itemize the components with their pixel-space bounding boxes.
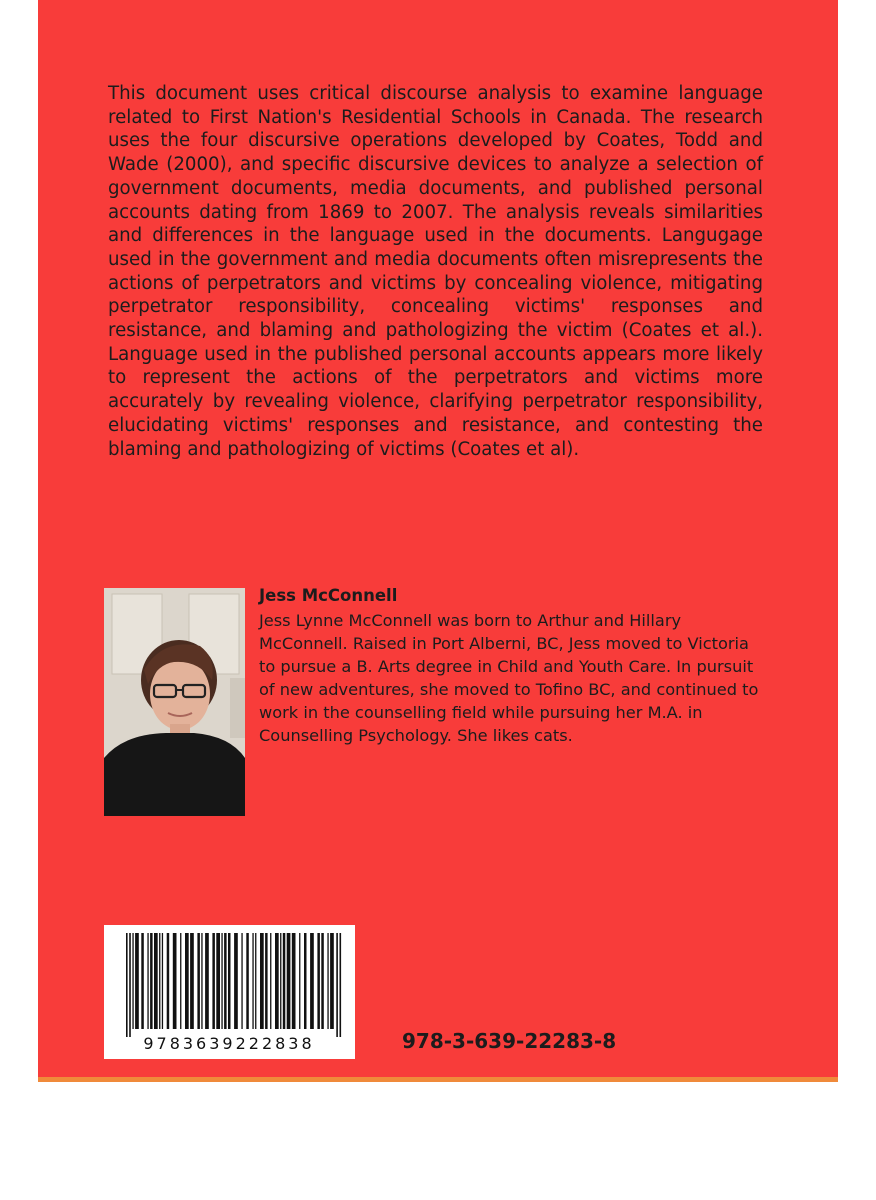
barcode-digits: 9783639222838 (143, 1034, 315, 1053)
barcode-bar (299, 933, 300, 1029)
barcode-bar (270, 933, 271, 1029)
barcode-bar (180, 933, 181, 1029)
barcode-bar (340, 933, 342, 1037)
barcode-bar (234, 933, 238, 1029)
barcode-bar (317, 933, 320, 1029)
barcode-bar (287, 933, 291, 1029)
barcode-bar (126, 933, 128, 1037)
barcode-bar (197, 933, 200, 1029)
barcode-bar (129, 933, 131, 1037)
barcode-bar (336, 933, 338, 1037)
barcode-bar (330, 933, 334, 1029)
barcode-bar (173, 933, 177, 1029)
author-bio: Jess Lynne McConnell was born to Arthur and Hillary McConnell. Raised in Port Alberni, BC, Jess moved to Victoria to pursue a B. Arts degree in Child and Youth Care. In pursuit of new adventures, she moved to Tofino BC, and continued to work in the counselling field while pursuing her M.A. in Counselling Psychology. She likes cats. (259, 611, 759, 745)
barcode-bar (275, 933, 279, 1029)
barcode-bar (327, 933, 328, 1029)
barcode-bar (283, 933, 286, 1029)
barcode-bar (280, 933, 281, 1029)
barcode-bar (167, 933, 170, 1029)
barcode-bar (154, 933, 158, 1029)
barcode-bar (190, 933, 194, 1029)
barcode-bar (246, 933, 249, 1029)
barcode-bar (162, 933, 163, 1029)
barcode-bar (241, 933, 242, 1029)
barcode-bar (304, 933, 307, 1029)
barcode-bar (252, 933, 253, 1029)
book-description: This document uses critical discourse analysis to examine language related to First Nation's Residential Schools in Canada. The research uses the four discursive operations developed by Coates, Todd and Wade (2000), and specific discursive devices to analyze a selection of government documents, media documents, and published personal accounts dating from 1869 to 2007. The analysis reveals similarities and differences in the language used in the documents. Langugage used in the government and media documents often misrepresents the actions of perpetrators and victims by concealing violence, mitigating perpetrator responsibility, concealing victims' responses and resistance, and blaming and pathologizing the victim (Coates et al.). Language used in the published personal accounts appears more likely to represent the actions of the perpetrators and victims more accurately by revealing violence, clarifying perpetrator responsibility, elucidating victims' responses and resistance, and contesting the blaming and pathologizing of victims (Coates et al). (108, 83, 763, 460)
barcode-bar (228, 933, 231, 1029)
barcode-bar (292, 933, 296, 1029)
barcode-bar (132, 933, 133, 1029)
barcode-bar (147, 933, 148, 1029)
barcode-bar (141, 933, 144, 1029)
barcode-bar (135, 933, 139, 1029)
isbn-number: 978-3-639-22283-8 (402, 1029, 617, 1053)
cover-bottom-edge (38, 1077, 838, 1082)
barcode-bars (126, 933, 341, 1037)
author-photo (104, 588, 245, 816)
barcode-bar (310, 933, 314, 1029)
barcode-bar (265, 933, 268, 1029)
barcode-bar (216, 933, 220, 1029)
barcode (104, 925, 355, 1059)
barcode-bar (150, 933, 153, 1029)
barcode-bar (255, 933, 256, 1029)
author-name: Jess McConnell (259, 586, 398, 605)
barcode-bar (212, 933, 215, 1029)
barcode-bar (321, 933, 324, 1029)
barcode-bar (260, 933, 264, 1029)
barcode-bar (224, 933, 227, 1029)
barcode-bar (201, 933, 202, 1029)
barcode-bar (221, 933, 222, 1029)
barcode-bar (159, 933, 160, 1029)
barcode-bar (205, 933, 209, 1029)
barcode-bar (185, 933, 189, 1029)
barcode-graphic (104, 925, 355, 1059)
